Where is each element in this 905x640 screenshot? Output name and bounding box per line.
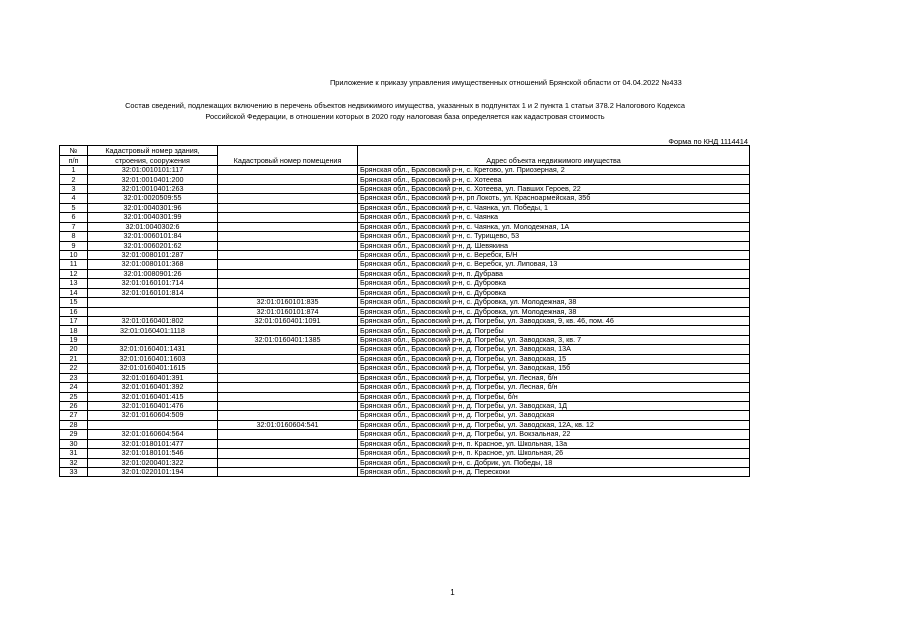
room-cadastral-number: [218, 392, 358, 401]
room-cadastral-number: [218, 269, 358, 278]
building-cadastral-number: 32:01:0080901:26: [88, 269, 218, 278]
row-number: 8: [60, 232, 88, 241]
building-cadastral-number: 32:01:0220101:194: [88, 468, 218, 477]
table-row: [60, 241, 750, 250]
building-cadastral-number: 32:01:0040301:99: [88, 213, 218, 222]
row-number: 25: [60, 392, 88, 401]
room-cadastral-number: [218, 241, 358, 250]
object-address: Брянская обл., Брасовский р-н, с. Дубровка: [358, 279, 750, 288]
room-cadastral-number: [218, 203, 358, 212]
object-address: Брянская обл., Брасовский р-н, д. Погребы, ул. Лесная, б/н: [358, 373, 750, 382]
table-row: [60, 213, 750, 222]
table-row: [60, 250, 750, 259]
row-number: 12: [60, 269, 88, 278]
room-cadastral-number: 32:01:0160401:1385: [218, 335, 358, 344]
table-row: [60, 373, 750, 382]
building-cadastral-number: 32:01:0160401:392: [88, 383, 218, 392]
row-number: 1: [60, 166, 88, 175]
room-cadastral-number: [218, 449, 358, 458]
object-address: Брянская обл., Брасовский р-н, с. Чаянка, ул. Молодежная, 1А: [358, 222, 750, 231]
object-address: Брянская обл., Брасовский р-н, с. Хотеева, ул. Павших Героев, 22: [358, 184, 750, 193]
object-address: Брянская обл., Брасовский р-н, п. Дубрава: [358, 269, 750, 278]
building-cadastral-number: 32:01:0080101:368: [88, 260, 218, 269]
object-address: Брянская обл., Брасовский р-н, рп Локоть, ул. Красноармейская, 35б: [358, 194, 750, 203]
object-address: Брянская обл., Брасовский р-н, с. Добрик, ул. Победы, 18: [358, 458, 750, 467]
building-cadastral-number: 32:01:0160401:391: [88, 373, 218, 382]
col-building-header-line2: строения, сооружения: [88, 156, 218, 166]
table-row: [60, 203, 750, 212]
object-address: Брянская обл., Брасовский р-н, п. Красное, ул. Школьная, 13а: [358, 439, 750, 448]
building-cadastral-number: 32:01:0200401:322: [88, 458, 218, 467]
table-row: [60, 298, 750, 307]
room-cadastral-number: 32:01:0160401:1091: [218, 317, 358, 326]
row-number: 22: [60, 364, 88, 373]
col-building-header-line1: Кадастровый номер здания,: [88, 146, 218, 156]
table-row: [60, 317, 750, 326]
building-cadastral-number: 32:01:0160401:476: [88, 401, 218, 410]
table-row: [60, 401, 750, 410]
object-address: Брянская обл., Брасовский р-н, с. Хотеева: [358, 175, 750, 184]
table-row: [60, 175, 750, 184]
table-row: [60, 458, 750, 467]
building-cadastral-number: 32:01:0010401:200: [88, 175, 218, 184]
table-row: [60, 232, 750, 241]
building-cadastral-number: 32:01:0160101:814: [88, 288, 218, 297]
object-address: Брянская обл., Брасовский р-н, с. Веребск, Б/Н: [358, 250, 750, 259]
room-cadastral-number: [218, 458, 358, 467]
row-number: 9: [60, 241, 88, 250]
room-cadastral-number: [218, 383, 358, 392]
object-address: Брянская обл., Брасовский р-н, д. Погребы, ул. Заводская, 15: [358, 354, 750, 363]
table-row: [60, 269, 750, 278]
building-cadastral-number: 32:01:0040302:6: [88, 222, 218, 231]
row-number: 14: [60, 288, 88, 297]
building-cadastral-number: 32:01:0160401:415: [88, 392, 218, 401]
room-cadastral-number: 32:01:0160101:835: [218, 298, 358, 307]
building-cadastral-number: [88, 420, 218, 429]
row-number: 4: [60, 194, 88, 203]
row-number: 28: [60, 420, 88, 429]
room-cadastral-number: [218, 364, 358, 373]
row-number: 13: [60, 279, 88, 288]
row-number: 16: [60, 307, 88, 316]
table-row: [60, 166, 750, 175]
table-row: [60, 354, 750, 363]
building-cadastral-number: 32:01:0080101:287: [88, 250, 218, 259]
table-row: [60, 326, 750, 335]
room-cadastral-number: 32:01:0160101:874: [218, 307, 358, 316]
table-row: [60, 468, 750, 477]
room-cadastral-number: [218, 373, 358, 382]
object-address: Брянская обл., Брасовский р-н, с. Дубровка, ул. Молодежная, 38: [358, 307, 750, 316]
object-address: Брянская обл., Брасовский р-н, д. Погребы, ул. Заводская, 12А, кв. 12: [358, 420, 750, 429]
object-address: Брянская обл., Брасовский р-н, с. Кретово, ул. Приозерная, 2: [358, 166, 750, 175]
building-cadastral-number: 32:01:0160401:1431: [88, 345, 218, 354]
room-cadastral-number: [218, 288, 358, 297]
col-num-header-line1: №: [60, 146, 88, 156]
table-row: [60, 439, 750, 448]
room-cadastral-number: [218, 166, 358, 175]
room-cadastral-number: [218, 232, 358, 241]
building-cadastral-number: 32:01:0160401:1615: [88, 364, 218, 373]
row-number: 10: [60, 250, 88, 259]
table-row: [60, 335, 750, 344]
table-row: [60, 307, 750, 316]
room-cadastral-number: [218, 430, 358, 439]
room-cadastral-number: [218, 222, 358, 231]
row-number: 31: [60, 449, 88, 458]
room-cadastral-number: [218, 213, 358, 222]
building-cadastral-number: [88, 307, 218, 316]
table-header-row: [60, 146, 750, 156]
object-address: Брянская обл., Брасовский р-н, с. Чаянка: [358, 213, 750, 222]
room-cadastral-number: [218, 250, 358, 259]
building-cadastral-number: 32:01:0160101:714: [88, 279, 218, 288]
building-cadastral-number: 32:01:0060201:62: [88, 241, 218, 250]
row-number: 33: [60, 468, 88, 477]
table-row: [60, 345, 750, 354]
row-number: 2: [60, 175, 88, 184]
col-room-header: Кадастровый номер помещения: [218, 146, 358, 166]
building-cadastral-number: 32:01:0010101:117: [88, 166, 218, 175]
row-number: 18: [60, 326, 88, 335]
room-cadastral-number: 32:01:0160604:541: [218, 420, 358, 429]
row-number: 23: [60, 373, 88, 382]
object-address: Брянская обл., Брасовский р-н, д. Погребы, б/н: [358, 392, 750, 401]
object-address: Брянская обл., Брасовский р-н, д. Погребы, ул. Заводская, 1Д: [358, 401, 750, 410]
row-number: 7: [60, 222, 88, 231]
building-cadastral-number: 32:01:0160604:509: [88, 411, 218, 420]
building-cadastral-number: [88, 335, 218, 344]
building-cadastral-number: [88, 298, 218, 307]
room-cadastral-number: [218, 326, 358, 335]
room-cadastral-number: [218, 175, 358, 184]
building-cadastral-number: 32:01:0180101:477: [88, 439, 218, 448]
building-cadastral-number: 32:01:0040301:96: [88, 203, 218, 212]
building-cadastral-number: 32:01:0010401:263: [88, 184, 218, 193]
object-address: Брянская обл., Брасовский р-н, с. Чаянка, ул. Победы, 1: [358, 203, 750, 212]
object-address: Брянская обл., Брасовский р-н, д. Погребы, ул. Заводская: [358, 411, 750, 420]
table-row: [60, 392, 750, 401]
table-row: [60, 411, 750, 420]
object-address: Брянская обл., Брасовский р-н, д. Погребы, ул. Заводская, 15б: [358, 364, 750, 373]
room-cadastral-number: [218, 279, 358, 288]
object-address: Брянская обл., Брасовский р-н, с. Дубровка, ул. Молодежная, 38: [358, 298, 750, 307]
object-address: Брянская обл., Брасовский р-н, д. Погребы, ул. Заводская, 9, кв. 46, пом. 46: [358, 317, 750, 326]
table-row: [60, 288, 750, 297]
room-cadastral-number: [218, 468, 358, 477]
row-number: 24: [60, 383, 88, 392]
building-cadastral-number: 32:01:0160401:1118: [88, 326, 218, 335]
row-number: 17: [60, 317, 88, 326]
form-code: Форма по КНД 1114414: [668, 137, 748, 146]
row-number: 11: [60, 260, 88, 269]
table-row: [60, 430, 750, 439]
table-row: [60, 279, 750, 288]
room-cadastral-number: [218, 411, 358, 420]
table-row: [60, 184, 750, 193]
building-cadastral-number: 32:01:0060101:84: [88, 232, 218, 241]
row-number: 15: [60, 298, 88, 307]
row-number: 32: [60, 458, 88, 467]
table-row: [60, 222, 750, 231]
row-number: 27: [60, 411, 88, 420]
building-cadastral-number: 32:01:0020509:55: [88, 194, 218, 203]
row-number: 26: [60, 401, 88, 410]
table-row: [60, 383, 750, 392]
object-address: Брянская обл., Брасовский р-н, п. Красное, ул. Школьная, 26: [358, 449, 750, 458]
room-cadastral-number: [218, 194, 358, 203]
row-number: 5: [60, 203, 88, 212]
object-address: Брянская обл., Брасовский р-н, д. Погребы, ул. Вокзальная, 22: [358, 430, 750, 439]
col-num-header-line2: п/п: [60, 156, 88, 166]
building-cadastral-number: 32:01:0180101:546: [88, 449, 218, 458]
row-number: 29: [60, 430, 88, 439]
object-address: Брянская обл., Брасовский р-н, с. Турищево, 53: [358, 232, 750, 241]
row-number: 20: [60, 345, 88, 354]
property-table: [59, 145, 750, 477]
object-address: Брянская обл., Брасовский р-н, д. Погребы, ул. Заводская, 13А: [358, 345, 750, 354]
room-cadastral-number: [218, 260, 358, 269]
row-number: 3: [60, 184, 88, 193]
object-address: Брянская обл., Брасовский р-н, с. Дубровка: [358, 288, 750, 297]
document-title-line-1: Состав сведений, подлежащих включению в перечень объектов недвижимого имущества, указанных в подпунктах 1 и 2 пункта 1 статьи 378.2 Налогового Кодекса: [125, 101, 685, 110]
row-number: 30: [60, 439, 88, 448]
object-address: Брянская обл., Брасовский р-н, д. Погребы, ул. Заводская, 3, кв. 7: [358, 335, 750, 344]
building-cadastral-number: 32:01:0160401:1603: [88, 354, 218, 363]
object-address: Брянская обл., Брасовский р-н, д. Перескоки: [358, 468, 750, 477]
object-address: Брянская обл., Брасовский р-н, д. Погребы, ул. Лесная, б/н: [358, 383, 750, 392]
appendix-note: Приложение к приказу управления имущественных отношений Брянской области от 04.04.2022 №433: [330, 78, 682, 87]
table-row: [60, 260, 750, 269]
object-address: Брянская обл., Брасовский р-н, с. Веребск, ул. Липовая, 13: [358, 260, 750, 269]
table-row: [60, 194, 750, 203]
row-number: 21: [60, 354, 88, 363]
document-title-line-2: Российской Федерации, в отношении которых в 2020 году налоговая база определяется как кадастровая стоимость: [205, 112, 605, 121]
table-row: [60, 449, 750, 458]
page-number: 1: [450, 588, 455, 597]
table-row: [60, 420, 750, 429]
object-address: Брянская обл., Брасовский р-н, д. Шевякина: [358, 241, 750, 250]
row-number: 6: [60, 213, 88, 222]
room-cadastral-number: [218, 354, 358, 363]
col-address-header: Адрес объекта недвижимого имущества: [358, 146, 750, 166]
building-cadastral-number: 32:01:0160604:564: [88, 430, 218, 439]
room-cadastral-number: [218, 184, 358, 193]
building-cadastral-number: 32:01:0160401:802: [88, 317, 218, 326]
room-cadastral-number: [218, 345, 358, 354]
table-row: [60, 364, 750, 373]
room-cadastral-number: [218, 439, 358, 448]
room-cadastral-number: [218, 401, 358, 410]
row-number: 19: [60, 335, 88, 344]
object-address: Брянская обл., Брасовский р-н, д. Погребы: [358, 326, 750, 335]
